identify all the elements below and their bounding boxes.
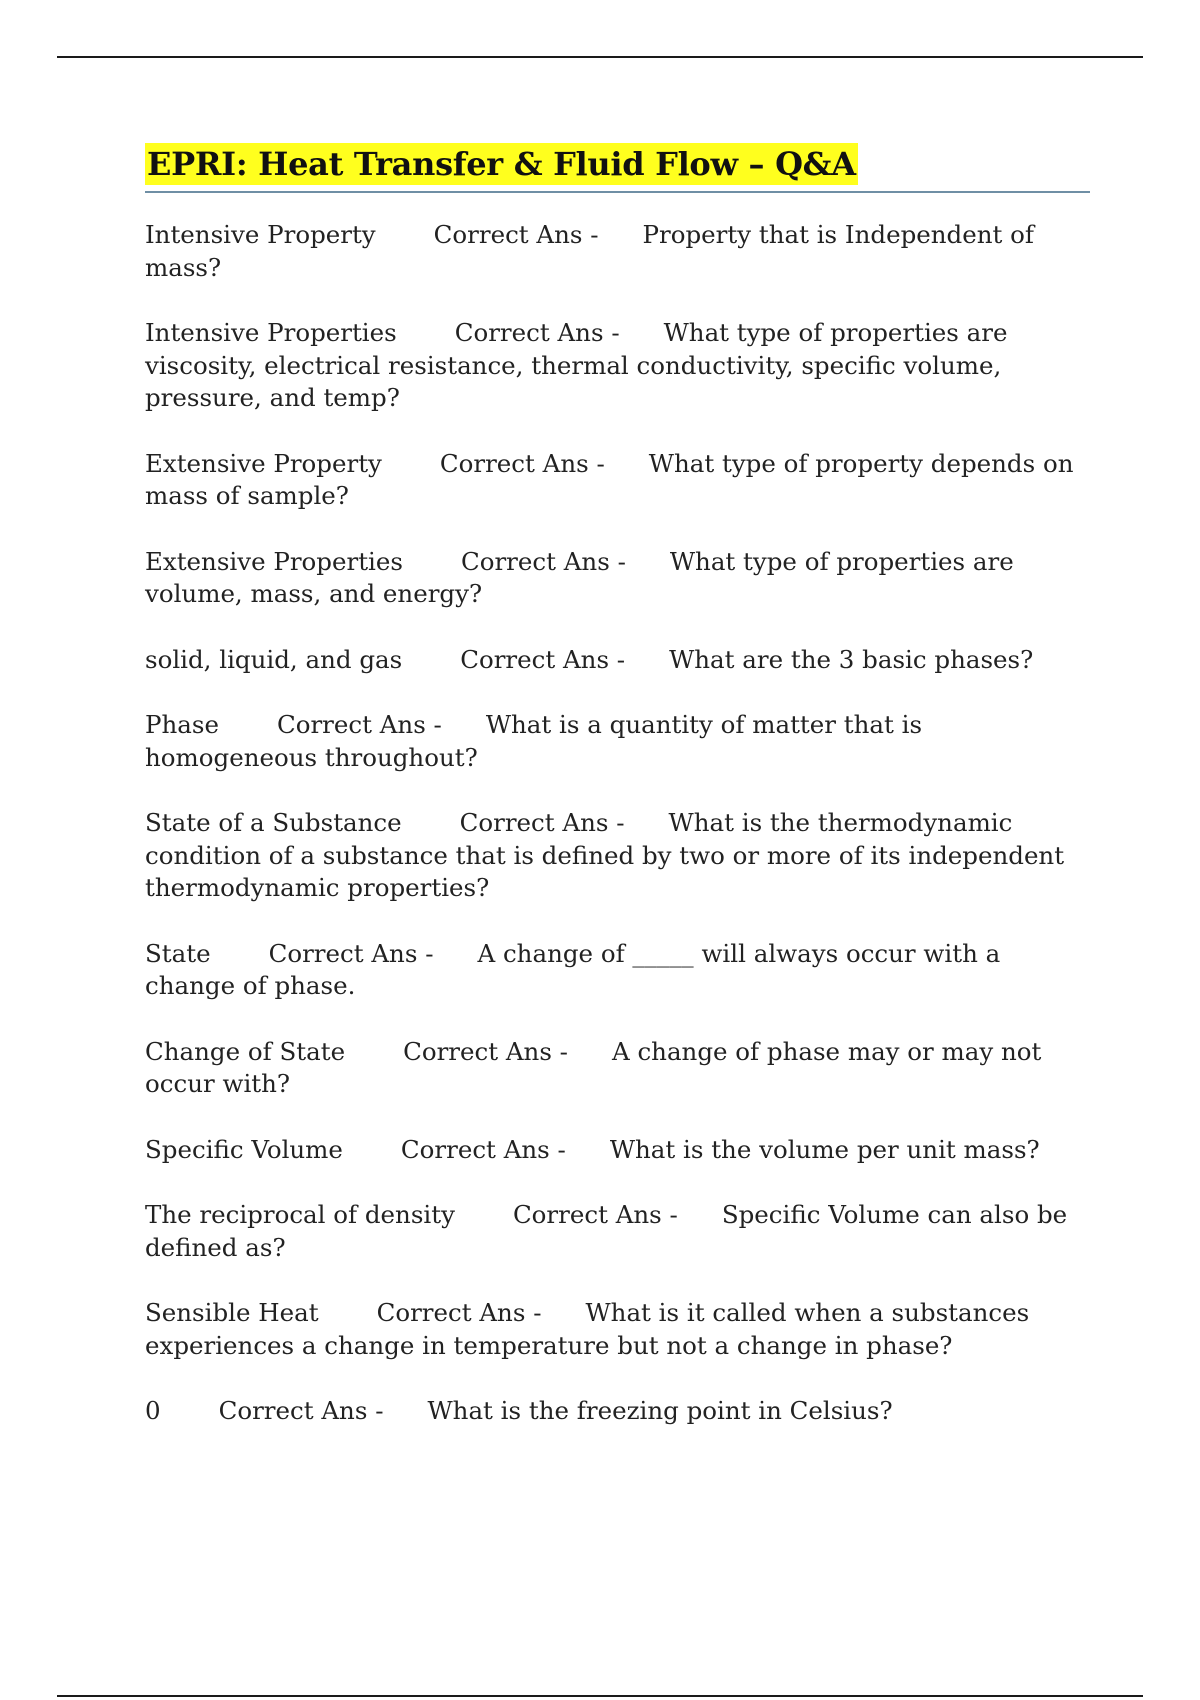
qa-question: What are the 3 basic phases? <box>669 644 1034 674</box>
page-title: EPRI: Heat Transfer & Fluid Flow – Q&A <box>147 145 856 183</box>
qa-item <box>145 317 1090 415</box>
qa-label: Correct Ans - <box>460 644 626 674</box>
qa-question: What is the thermodynamic condition of a substance that is defined by two or more of its independent thermodynamic properties? <box>145 808 1065 902</box>
qa-question: What is the volume per unit mass? <box>609 1134 1040 1164</box>
qa-term: Extensive Property <box>145 448 382 478</box>
qa-question: A change of _____ will always occur with a change of phase. <box>145 938 1001 1000</box>
page-content <box>145 143 1090 1461</box>
qa-question: Specific Volume can also be defined as? <box>145 1200 1068 1262</box>
qa-term: 0 <box>145 1396 161 1425</box>
qa-question: What is the freezing point in Celsius? <box>427 1396 893 1425</box>
qa-label: Correct Ans - <box>268 938 434 968</box>
qa-list <box>145 219 1090 1428</box>
qa-label: Correct Ans - <box>218 1396 384 1425</box>
qa-term: State of a Substance <box>145 808 402 837</box>
qa-term: Intensive Property <box>145 220 376 249</box>
qa-term: Change of State <box>145 1036 346 1066</box>
qa-term: Sensible Heat <box>145 1298 319 1327</box>
qa-label: Correct Ans - <box>276 710 442 739</box>
qa-label: Correct Ans - <box>439 448 605 478</box>
qa-label: Correct Ans - <box>460 546 626 576</box>
qa-label: Correct Ans - <box>459 808 625 837</box>
qa-label: Correct Ans - <box>454 318 620 347</box>
qa-label: Correct Ans - <box>403 1036 568 1066</box>
top-rule <box>57 56 1143 58</box>
qa-term: Phase <box>145 710 219 739</box>
qa-label: Correct Ans - <box>400 1134 566 1164</box>
qa-item <box>145 546 1090 611</box>
qa-term: State <box>145 938 211 968</box>
qa-term: Intensive Properties <box>145 318 397 347</box>
qa-question: What type of properties are viscosity, electrical resistance, thermal conductivity, specific volume, pressure, and temp? <box>145 318 1008 412</box>
qa-term: The reciprocal of density <box>145 1200 455 1229</box>
qa-item <box>145 709 1090 774</box>
bottom-rule <box>57 1695 1143 1697</box>
qa-item <box>145 938 1090 1003</box>
qa-question: Property that is Independent of mass? <box>145 220 1034 282</box>
qa-label: Correct Ans - <box>512 1200 678 1229</box>
qa-term: solid, liquid, and gas <box>145 644 403 674</box>
title-block <box>145 143 1090 193</box>
qa-item <box>145 1134 1090 1167</box>
qa-question: What is a quantity of matter that is homogeneous throughout? <box>145 710 923 772</box>
qa-question: What type of properties are volume, mass, and energy? <box>145 546 1014 608</box>
qa-term: Extensive Properties <box>145 546 403 576</box>
qa-item <box>145 1395 1090 1428</box>
qa-item <box>145 448 1090 513</box>
qa-item <box>145 1036 1090 1101</box>
qa-label: Correct Ans - <box>433 220 599 249</box>
qa-label: Correct Ans - <box>376 1298 542 1327</box>
qa-item <box>145 1297 1090 1362</box>
qa-item <box>145 644 1090 677</box>
qa-question: What type of property depends on mass of sample? <box>145 448 1074 510</box>
qa-question: A change of phase may or may not occur with? <box>145 1036 1042 1098</box>
qa-term: Specific Volume <box>145 1134 343 1164</box>
qa-item <box>145 219 1090 284</box>
qa-question: What is it called when a substances experiences a change in temperature but not a change in phase? <box>145 1298 1030 1360</box>
qa-item <box>145 807 1090 905</box>
qa-item <box>145 1199 1090 1264</box>
